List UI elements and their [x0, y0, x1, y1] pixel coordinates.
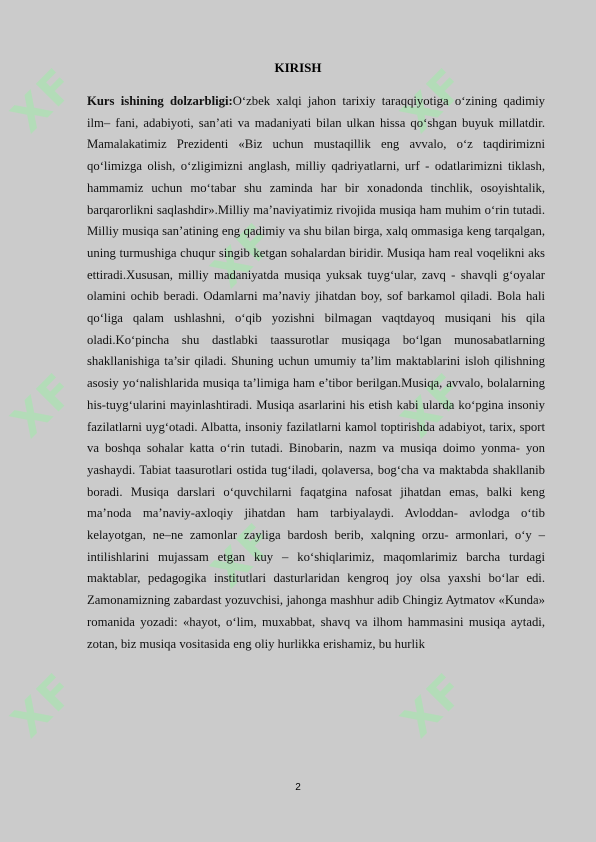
- watermark-lower-center: XF: [201, 513, 287, 598]
- watermark-mid-right: XF: [391, 363, 477, 448]
- watermark-bottom-right: XF: [391, 663, 477, 748]
- watermark-top-left: XF: [1, 58, 87, 143]
- page-number: 2: [295, 782, 301, 793]
- paragraph-text: O‘zbek xalqi jahon tarixiy taraqqiyotiga o‘zining qadimiy ilm– fani, adabiyoti, san’ati va madaniyati bilan ulkan hissa qo‘shgan buyuk millatdir. Mamalakatimiz Prezidenti «Biz uchun mustaqillik eng avvalo, o‘z taqdirimizni qo‘limizga olish, o‘zligimizni anglash, milliy qadriyatlarni, urf - odatlarimizni tiklash, hammamiz uchun mo‘tabar shu zaminda har bir xonadonda tinchlik, osoyishtalik, barqarorlikni saqlashdir».Milliy ma’naviyatimiz rivojida musiqa ham muhim o‘rin tutadi. Milliy musiqa san’atining eng qadimiy va shu bilan birga, xalq ommasiga keng tarqalgan, uning turmushiga chuqur singib ketgan sohalardan biridir. Musiqa ham real voqelikni aks ettiradi.Xususan, milliy madaniyatda musiqa yuksak tuyg‘ular, zavq - shavqli g‘oyalar olamini ochib beradi. Odamlarni ma’naviy jihatdan boy, sof barkamol qiladi. Bola hali qo‘liga qalam ushlashni, o‘qib yozishni bilmagan vaqtdayoq musiqani his qila oladi.Ko‘pincha shu dastlabki taassurotlar musiqaga bo‘lgan munosabatlarning shakllanishiga ta’sir qiladi. Shuning uchun umumiy ta’lim maktablarini isloh qilishning asosiy yo‘nalishlarida musiqa ta’limiga ham e’tibor berilgan.Musiqa, avvalo, bolalarning his-tuyg‘ularini mayinlashtiradi. Musiqa asarlarini his etish kabi ularda ko‘pgina insoniy fazilatlarni uyg‘otadi. Albatta, insoniy fazilatlarni kamol toptirishda adabiyot, tarix, sport va boshqa sohalar katta o‘rin tutadi. Binobarin, nazm va musiqa doimo yonma- yon yashaydi. Tabiat taasurotlari ostida tug‘iladi, qolaversa, bog‘cha va maktabda shakllanib boradi. Musiqa darslari o‘quvchilarni faqatgina nafosat jihatdan emas, balki keng ma’noda ma’naviy-axloqiy jihatdan ham tarbiyalaydi. Avloddan- avlodga o‘tib kelayotgan, ne–ne zamonlar zayliga bardosh berib, xalqning orzu- armonlari, o‘y – intilishlarini mujassam etgan kuy – ko‘shiqlarimiz, maqomlarimiz barcha turdagi maktablar, pedagogika institutlari dasturlaridan kengroq joy olsa yaxshi bo‘lar edi. Zamonamizning zabardast yozuvchisi, jahonga mashhur adib Chingiz Aytmatov «Kunda» romanida yozadi: «hayot, o‘lim, muxabbat, shavq va ilhom hammasini musiqa aytadi, zotan, biz musiqa vositasida eng oliy hurlikka erishamiz, bu hurlik: [87, 94, 545, 651]
- body-paragraph: [87, 91, 545, 655]
- page-title: KIRISH: [274, 60, 322, 75]
- watermark-center: XF: [201, 213, 287, 298]
- lead-heading: Kurs ishining dolzarbligi:: [87, 94, 233, 108]
- watermark-bottom-left: XF: [1, 663, 87, 748]
- watermark-top-right: XF: [391, 58, 477, 143]
- watermark-mid-left: XF: [1, 363, 87, 448]
